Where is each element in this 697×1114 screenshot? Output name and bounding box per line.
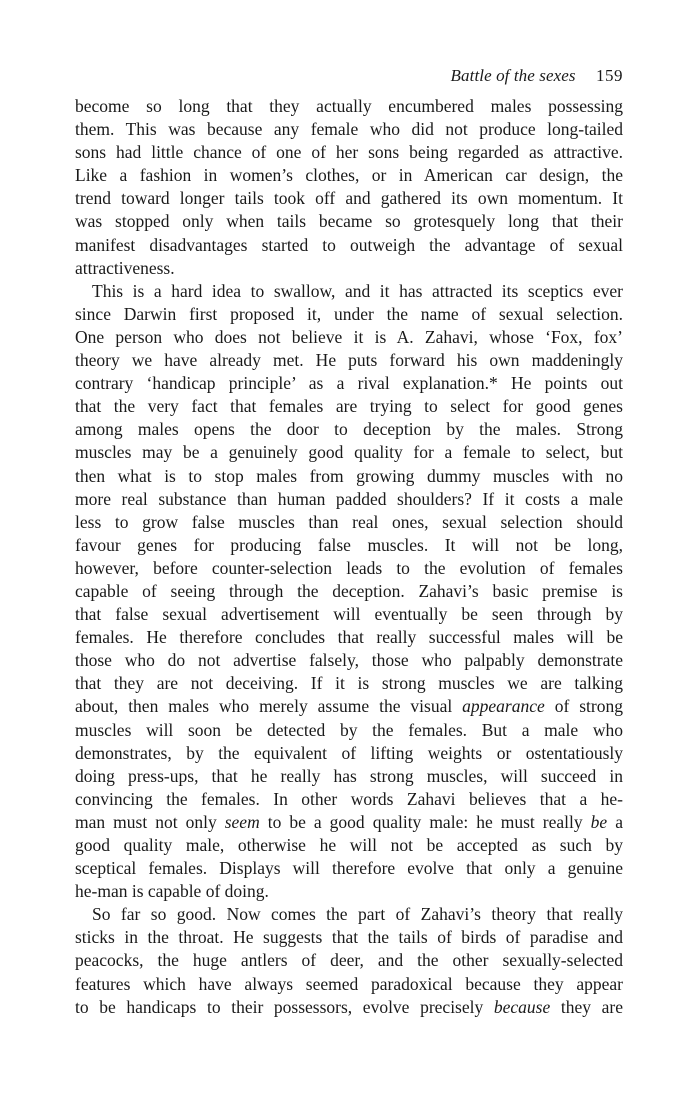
text-run: less to grow false muscles than real ones, sexual selection should (75, 511, 623, 532)
text-run: that false sexual advertisement will eventually be seen through by (75, 604, 623, 625)
text-run: was stopped only when tails became so grotesquely long that their (75, 211, 623, 232)
text-run: of strong (544, 696, 623, 717)
text-line (75, 465, 623, 488)
text-line (75, 257, 623, 280)
text-line (75, 880, 623, 903)
italic-word: be (590, 811, 608, 832)
running-head (75, 64, 623, 95)
text-run: those who do not advertise falsely, those who palpably demonstrate (75, 650, 623, 671)
text-run: muscles will soon be detected by the females. But a male who (75, 719, 623, 740)
text-run: contrary ‘handicap principle’ as a rival explanation.* He points out (75, 373, 623, 394)
text-run: a (607, 811, 623, 832)
text-run: they are (550, 996, 623, 1017)
paragraph (75, 903, 623, 1018)
text-line (75, 857, 623, 880)
text-run: to be handicaps to their possessors, evolve precisely (75, 996, 494, 1017)
text-run: One person who does not believe it is A. Zahavi, whose ‘Fox, fox’ (75, 326, 623, 347)
text-line (75, 557, 623, 580)
text-line (75, 580, 623, 603)
text-line (75, 349, 623, 372)
text-line (75, 626, 623, 649)
text-run: sceptical females. Displays will therefore evolve that only a genuine (75, 858, 623, 879)
text-run: manifest disadvantages started to outweigh the advantage of sexual (75, 234, 623, 255)
body-text (75, 95, 623, 1019)
text-run: he-man is capable of doing. (75, 881, 269, 902)
text-line (75, 210, 623, 233)
text-line (75, 441, 623, 464)
text-run: features which have always seemed paradoxical because they appear (75, 973, 623, 994)
paragraph (75, 280, 623, 904)
text-line (75, 418, 623, 441)
text-run: however, before counter-selection leads to the evolution of females (75, 557, 623, 578)
text-line (75, 234, 623, 257)
text-run: convincing the females. In other words Zahavi believes that a he- (75, 788, 623, 809)
italic-word: seem (224, 811, 260, 832)
text-line (75, 742, 623, 765)
paragraph (75, 95, 623, 280)
text-run: trend toward longer tails took off and gathered its own momentum. It (75, 188, 623, 209)
text-run: theory we have already met. He puts forward his own maddeningly (75, 350, 623, 371)
text-run: that they are not deceiving. If it is strong muscles we are talking (75, 673, 623, 694)
text-line (75, 118, 623, 141)
italic-word: appearance (462, 696, 545, 717)
text-line (75, 534, 623, 557)
text-line (75, 926, 623, 949)
italic-word: because (493, 996, 551, 1017)
text-run: muscles may be a genuinely good quality for a female to select, but (75, 442, 623, 463)
text-line (75, 303, 623, 326)
text-line (75, 949, 623, 972)
text-line (75, 187, 623, 210)
text-line (75, 996, 623, 1019)
text-line (75, 141, 623, 164)
text-line (75, 788, 623, 811)
text-line (75, 326, 623, 349)
text-run: Like a fashion in women’s clothes, or in American car design, the (75, 165, 623, 186)
text-line (75, 511, 623, 534)
text-run: about, then males who merely assume the visual (75, 696, 463, 717)
text-line (75, 649, 623, 672)
text-run: capable of seeing through the deception. Zahavi’s basic premise is (75, 580, 623, 601)
running-title: Battle of the sexes (450, 66, 576, 85)
text-run: then what is to stop males from growing dummy muscles with no (75, 465, 623, 486)
text-run: favour genes for producing false muscles. It will not be long, (75, 534, 623, 555)
text-line (75, 395, 623, 418)
text-run: So far so good. Now comes the part of Zahavi’s theory that really (92, 904, 623, 925)
text-run: sticks in the throat. He suggests that the tails of birds of paradise and (75, 927, 623, 948)
text-line (75, 973, 623, 996)
text-line (75, 488, 623, 511)
text-run: doing press-ups, that he really has strong muscles, will succeed in (75, 765, 623, 786)
text-run: them. This was because any female who did not produce long-tailed (75, 119, 623, 140)
text-line (75, 164, 623, 187)
text-run: sons had little chance of one of her sons being regarded as attractive. (75, 142, 623, 163)
text-run: man must not only (75, 811, 225, 832)
text-line (75, 765, 623, 788)
book-page (75, 64, 623, 1019)
text-run: among males opens the door to deception by the males. Strong (75, 419, 623, 440)
text-line (75, 834, 623, 857)
text-run: that the very fact that females are trying to select for good genes (75, 396, 623, 417)
text-run: more real substance than human padded shoulders? If it costs a male (75, 488, 623, 509)
text-line (75, 603, 623, 626)
text-line (75, 280, 623, 303)
text-run: females. He therefore concludes that really successful males will be (75, 627, 623, 648)
text-line (75, 95, 623, 118)
text-line (75, 695, 623, 718)
text-line (75, 672, 623, 695)
text-line (75, 372, 623, 395)
text-line (75, 719, 623, 742)
page-number: 159 (596, 66, 623, 85)
text-run: attractiveness. (75, 257, 175, 278)
text-run: since Darwin first proposed it, under the name of sexual selection. (75, 303, 623, 324)
text-run: to be a good quality male: he must really (259, 811, 591, 832)
text-line (75, 903, 623, 926)
text-line (75, 811, 623, 834)
text-run: become so long that they actually encumbered males possessing (75, 96, 623, 116)
text-run: peacocks, the huge antlers of deer, and the other sexually-selected (75, 950, 623, 971)
text-run: good quality male, otherwise he will not be accepted as such by (75, 835, 623, 855)
text-run: demonstrates, by the equivalent of lifting weights or ostentatiously (75, 742, 623, 763)
text-run: This is a hard idea to swallow, and it has attracted its sceptics ever (92, 280, 623, 301)
